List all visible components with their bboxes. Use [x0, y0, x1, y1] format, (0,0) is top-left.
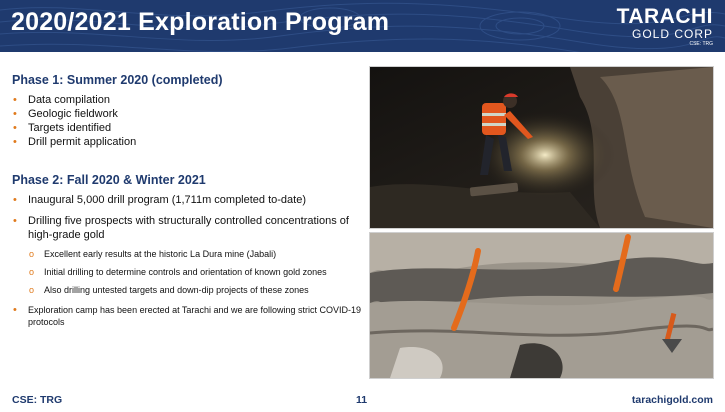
list-item-text: Drilling five prospects with structurally controlled concentrations of high-grade gold — [28, 215, 349, 241]
list-item: • Drill permit application — [12, 135, 362, 149]
sub-list-item: o Excellent early results at the historic La Dura mine (Jabali) — [12, 248, 362, 260]
rock-outcrop-photo — [369, 232, 714, 379]
rock-photo-illustration — [370, 233, 713, 378]
logo-subtitle: GOLD CORP — [631, 27, 713, 41]
phase1-list — [12, 93, 362, 149]
slide-header — [0, 0, 725, 52]
phase2-list-end — [12, 304, 362, 328]
list-item — [12, 214, 362, 242]
tarachi-logo — [595, 6, 713, 48]
list-item: • Exploration camp has been erected at Tarachi and we are following strict COVID-19 protocols — [12, 304, 362, 328]
phase1-heading: Phase 1: Summer 2020 (completed) — [12, 73, 223, 87]
footer-website: tarachigold.com — [631, 394, 713, 406]
logo-ticker: CSE: TRG — [689, 41, 713, 47]
page-number: 11 — [356, 394, 368, 406]
sub-list-item: o Also drilling untested targets and down-dip projects of these zones — [12, 284, 362, 296]
list-item: • Geologic fieldwork — [12, 107, 362, 121]
list-item: • Data compilation — [12, 93, 362, 107]
underground-worker-photo — [369, 66, 714, 229]
phase2-list — [12, 193, 362, 242]
footer-ticker: CSE: TRG — [12, 394, 63, 406]
phase2-sublist — [12, 248, 362, 296]
phase2-heading: Phase 2: Fall 2020 & Winter 2021 — [12, 173, 206, 187]
page-title: 2020/2021 Exploration Program — [11, 8, 390, 36]
slide-content — [12, 73, 362, 328]
sub-list-item: o Initial drilling to determine controls and orientation of known gold zones — [12, 266, 362, 278]
list-item: • Inaugural 5,000 drill program (1,711m completed to-date) — [12, 193, 362, 207]
list-item: • Targets identified — [12, 121, 362, 135]
worker-photo-illustration — [370, 67, 713, 228]
logo-wordmark: TARACHI — [616, 5, 713, 28]
